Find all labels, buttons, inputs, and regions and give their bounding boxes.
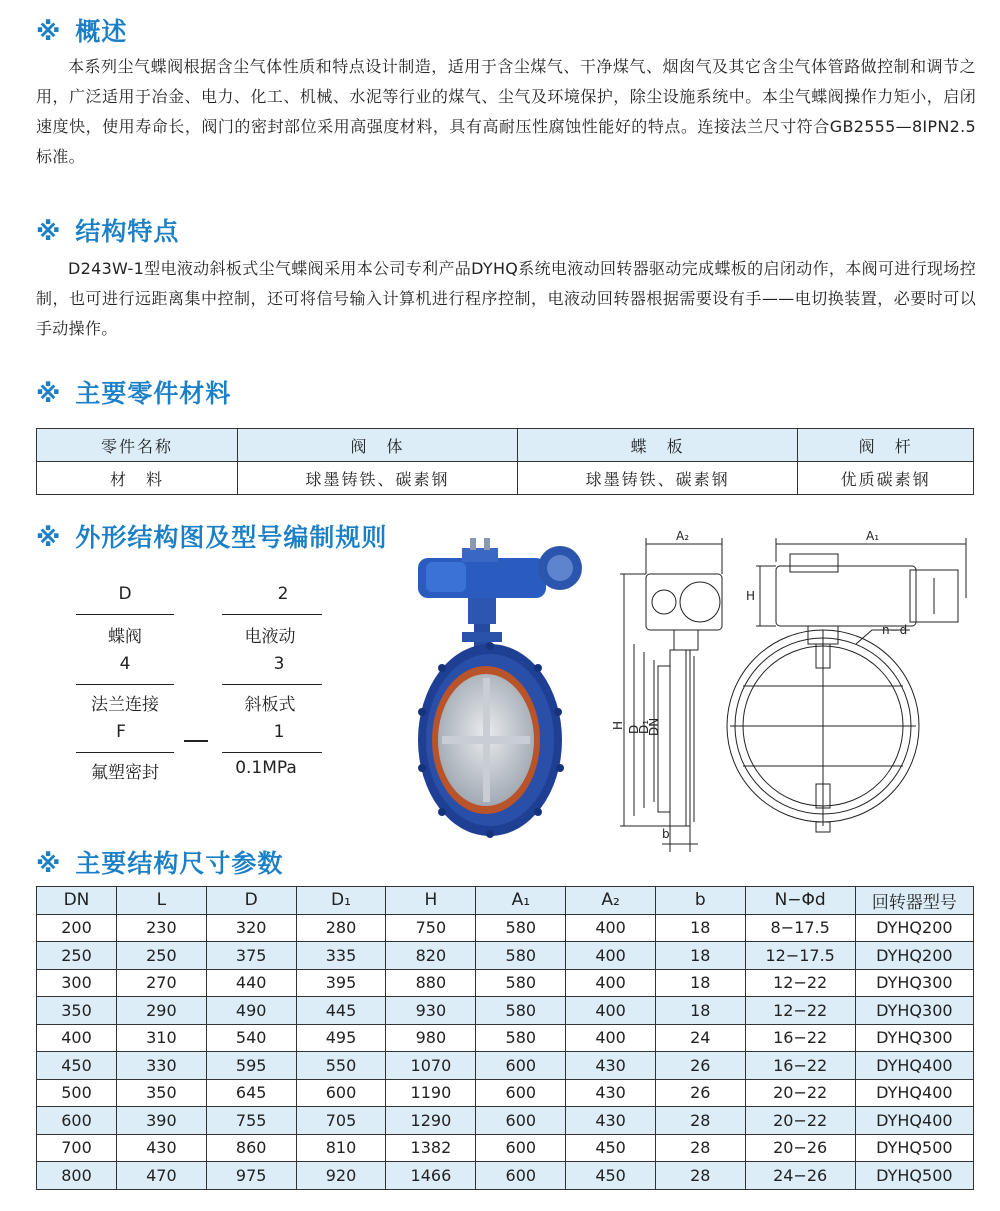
dimensions-cell: 645 <box>206 1079 296 1107</box>
dimensions-cell: 600 <box>476 1107 566 1135</box>
dimensions-header-cell: 回转器型号 <box>855 887 973 915</box>
dimensions-cell: 580 <box>476 942 566 970</box>
dimensions-cell: 310 <box>117 1024 207 1052</box>
dimensions-cell: 980 <box>386 1024 476 1052</box>
dimensions-cell: 920 <box>296 1162 386 1190</box>
dimensions-cell: 450 <box>566 1134 656 1162</box>
code-rule <box>222 614 322 615</box>
reference-mark: ※ <box>36 379 62 408</box>
dimensions-cell: 400 <box>566 914 656 942</box>
dimensions-header-cell: H <box>386 887 476 915</box>
dimensions-cell: 860 <box>206 1134 296 1162</box>
code-separator-dash <box>184 740 208 742</box>
dimensions-header-cell: A₂ <box>566 887 656 915</box>
dimensions-cell: 12−22 <box>745 997 855 1025</box>
dimensions-cell: DYHQ500 <box>855 1134 973 1162</box>
dimensions-cell: 430 <box>117 1134 207 1162</box>
code-meaning: 法兰连接 <box>91 695 159 715</box>
dimensions-cell: 755 <box>206 1107 296 1135</box>
dimensions-row <box>37 1024 974 1052</box>
dimensions-header-cell: DN <box>37 887 117 915</box>
dimensions-cell: 800 <box>37 1162 117 1190</box>
dimensions-row <box>37 997 974 1025</box>
dimensions-cell: 400 <box>566 1024 656 1052</box>
dimensions-heading <box>36 844 283 880</box>
dimensions-cell: 16−22 <box>745 1024 855 1052</box>
materials-header-cell: 零件名称 <box>37 429 238 462</box>
dimensions-cell: DYHQ400 <box>855 1107 973 1135</box>
label-nd: n−d <box>882 623 908 637</box>
dimensions-cell: 20−22 <box>745 1079 855 1107</box>
dimensions-cell: 230 <box>117 914 207 942</box>
materials-header-cell: 蝶 板 <box>518 429 798 462</box>
dimensions-cell: DYHQ500 <box>855 1162 973 1190</box>
dimensions-cell: 930 <box>386 997 476 1025</box>
code-letter: F <box>116 722 126 742</box>
dimensions-row <box>37 1107 974 1135</box>
dimensions-cell: 550 <box>296 1052 386 1080</box>
dimensions-cell: 600 <box>37 1107 117 1135</box>
dimensions-cell: 18 <box>655 969 745 997</box>
dimensions-cell: DYHQ300 <box>855 1024 973 1052</box>
dimensions-cell: 470 <box>117 1162 207 1190</box>
reference-mark: ※ <box>36 523 62 552</box>
label-a2: A₂ <box>676 529 690 543</box>
dimensions-cell: 430 <box>566 1107 656 1135</box>
overview-title: 概述 <box>75 17 128 46</box>
dimensions-cell: 540 <box>206 1024 296 1052</box>
dimensions-cell: 28 <box>655 1134 745 1162</box>
structure-title: 结构特点 <box>75 217 180 246</box>
code-meaning: 0.1MPa <box>235 758 297 778</box>
overview-heading <box>36 12 127 48</box>
dimensions-cell: 26 <box>655 1052 745 1080</box>
dimensions-cell: 700 <box>37 1134 117 1162</box>
code-meaning: 斜板式 <box>244 695 296 715</box>
dimensions-cell: 390 <box>117 1107 207 1135</box>
label-b: b <box>662 827 670 841</box>
dimensions-cell: 880 <box>386 969 476 997</box>
dimensions-cell: 580 <box>476 1024 566 1052</box>
dimensions-cell: 18 <box>655 914 745 942</box>
dimensions-cell: 20−22 <box>745 1107 855 1135</box>
dimensions-cell: 250 <box>117 942 207 970</box>
dimensions-cell: 750 <box>386 914 476 942</box>
dimensions-row <box>37 1052 974 1080</box>
dimensions-header-cell: L <box>117 887 207 915</box>
dimensions-cell: 495 <box>296 1024 386 1052</box>
dimensions-cell: 820 <box>386 942 476 970</box>
overview-paragraph: 本系列尘气蝶阀根据含尘气体性质和特点设计制造，适用于含尘煤气、干净煤气、烟囱气及其它含尘气体管路做控制和调节之用，广泛适用于冶金、电力、化工、机械、水泥等行业的煤气、尘气及环境保护，除尘设施系统中。本尘气蝶阀操作力矩小，启闭速度快，使用寿命长，阀门的密封部位采用高强度材料，具有高耐压性腐蚀性能好的特点。连接法兰尺寸符合GB2555—8IPN2.5标准。 <box>36 57 976 166</box>
reference-mark: ※ <box>36 849 62 878</box>
dimensions-cell: 450 <box>566 1162 656 1190</box>
materials-header-cell: 阀 体 <box>238 429 518 462</box>
materials-cell: 材 料 <box>37 462 238 495</box>
dimensions-table <box>36 886 974 1190</box>
dimensions-cell: 18 <box>655 942 745 970</box>
dimensions-cell: 350 <box>37 997 117 1025</box>
dimensions-cell: 810 <box>296 1134 386 1162</box>
dimensions-cell: 26 <box>655 1079 745 1107</box>
dimensions-cell: DYHQ300 <box>855 969 973 997</box>
code-letter: 4 <box>119 654 131 674</box>
code-rule <box>76 684 174 685</box>
dimensions-cell: 290 <box>117 997 207 1025</box>
dimensions-cell: 12−17.5 <box>745 942 855 970</box>
dimensions-header-cell: b <box>655 887 745 915</box>
dimensions-cell: 395 <box>296 969 386 997</box>
dimensions-cell: 400 <box>566 997 656 1025</box>
dimensions-cell: 280 <box>296 914 386 942</box>
materials-row <box>37 462 974 495</box>
dimensions-cell: DYHQ400 <box>855 1079 973 1107</box>
dimensions-cell: 24−26 <box>745 1162 855 1190</box>
code-meaning: 氟塑密封 <box>91 763 159 783</box>
dimensions-cell: 28 <box>655 1162 745 1190</box>
dimensions-cell: 320 <box>206 914 296 942</box>
dimensions-row <box>37 1162 974 1190</box>
dimensions-cell: DYHQ300 <box>855 997 973 1025</box>
dimensions-cell: 600 <box>476 1052 566 1080</box>
materials-cell: 优质碳素钢 <box>798 462 974 495</box>
code-rule <box>76 614 174 615</box>
dimensions-cell: 705 <box>296 1107 386 1135</box>
dimensions-cell: 1382 <box>386 1134 476 1162</box>
dimensions-cell: 600 <box>476 1079 566 1107</box>
dimensions-cell: 270 <box>117 969 207 997</box>
model-heading <box>36 518 387 554</box>
dimensions-cell: 28 <box>655 1107 745 1135</box>
dimensions-cell: 8−17.5 <box>745 914 855 942</box>
dimensions-row <box>37 942 974 970</box>
dimensions-cell: 24 <box>655 1024 745 1052</box>
model-title: 外形结构图及型号编制规则 <box>75 523 388 552</box>
reference-mark: ※ <box>36 17 62 46</box>
dimensions-cell: DYHQ200 <box>855 914 973 942</box>
dimensions-cell: 445 <box>296 997 386 1025</box>
dimensions-cell: 580 <box>476 969 566 997</box>
materials-cell: 球墨铸铁、碳素钢 <box>238 462 518 495</box>
dimensions-cell: 335 <box>296 942 386 970</box>
dimensions-cell: DYHQ200 <box>855 942 973 970</box>
reference-mark: ※ <box>36 217 62 246</box>
dimensions-cell: 400 <box>37 1024 117 1052</box>
label-h-small: H <box>746 589 756 603</box>
label-d1: D₁ <box>637 719 651 734</box>
code-letter: 1 <box>273 722 285 742</box>
dimensions-cell: 300 <box>37 969 117 997</box>
code-meaning: 电液动 <box>244 627 296 647</box>
dimensions-row <box>37 1134 974 1162</box>
structure-paragraph: D243W-1型电液动斜板式尘气蝶阀采用本公司专利产品DYHQ系统电液动回转器驱动完成蝶板的启闭动作，本阀可进行现场控制，也可进行远距离集中控制，还可将信号输入计算机进行程序控制，电液动回转器根据需要设有手——电切换装置，必要时可以手动操作。 <box>36 259 976 338</box>
valve-photo <box>410 532 590 844</box>
dimensions-cell: 1070 <box>386 1052 476 1080</box>
code-rule <box>222 684 322 685</box>
dimensions-cell: 600 <box>476 1134 566 1162</box>
dimensions-cell: 600 <box>476 1162 566 1190</box>
code-letter: 2 <box>277 584 289 604</box>
dimensions-cell: 975 <box>206 1162 296 1190</box>
code-rule <box>76 752 174 753</box>
dimensions-cell: 1190 <box>386 1079 476 1107</box>
dimensions-row <box>37 969 974 997</box>
code-letter: 3 <box>273 654 285 674</box>
dimensions-cell: 580 <box>476 997 566 1025</box>
dimensions-cell: 18 <box>655 997 745 1025</box>
dimensions-cell: 12−22 <box>745 969 855 997</box>
structure-heading <box>36 212 179 248</box>
materials-heading <box>36 374 231 410</box>
dimensions-cell: 1290 <box>386 1107 476 1135</box>
dimensions-header-cell: A₁ <box>476 887 566 915</box>
materials-title: 主要零件材料 <box>75 379 232 408</box>
code-meaning: 蝶阀 <box>108 627 142 647</box>
dimensions-cell: 450 <box>37 1052 117 1080</box>
dimensions-header-cell: N−Φd <box>745 887 855 915</box>
dimensions-cell: 595 <box>206 1052 296 1080</box>
materials-cell: 球墨铸铁、碳素钢 <box>518 462 798 495</box>
dimensions-cell: 430 <box>566 1079 656 1107</box>
label-d: D <box>627 724 641 734</box>
dimensions-cell: DYHQ400 <box>855 1052 973 1080</box>
dimensions-cell: 350 <box>117 1079 207 1107</box>
materials-header-row <box>37 429 974 462</box>
dimensions-cell: 200 <box>37 914 117 942</box>
dimensions-title: 主要结构尺寸参数 <box>75 849 284 878</box>
dimensions-cell: 440 <box>206 969 296 997</box>
dimensions-cell: 600 <box>296 1079 386 1107</box>
dimensions-cell: 580 <box>476 914 566 942</box>
code-rule <box>222 752 322 753</box>
dimensions-row <box>37 914 974 942</box>
dimensions-header-cell: D <box>206 887 296 915</box>
dimensions-header-row <box>37 887 974 915</box>
materials-header-cell: 阀 杆 <box>798 429 974 462</box>
dimensions-cell: 430 <box>566 1052 656 1080</box>
dimensions-cell: 1466 <box>386 1162 476 1190</box>
dimensions-cell: 16−22 <box>745 1052 855 1080</box>
dimensions-row <box>37 1079 974 1107</box>
valve-technical-drawing <box>610 526 970 862</box>
dimensions-cell: 400 <box>566 942 656 970</box>
label-h: H <box>611 720 625 730</box>
dimensions-cell: 490 <box>206 997 296 1025</box>
dimensions-cell: 375 <box>206 942 296 970</box>
materials-table <box>36 428 974 495</box>
dimensions-cell: 500 <box>37 1079 117 1107</box>
dimensions-cell: 250 <box>37 942 117 970</box>
dimensions-cell: 330 <box>117 1052 207 1080</box>
label-dn: DN <box>647 717 661 736</box>
dimensions-header-cell: D₁ <box>296 887 386 915</box>
code-letter: D <box>118 584 132 604</box>
label-a1: A₁ <box>866 529 880 543</box>
dimensions-cell: 400 <box>566 969 656 997</box>
dimensions-cell: 20−26 <box>745 1134 855 1162</box>
